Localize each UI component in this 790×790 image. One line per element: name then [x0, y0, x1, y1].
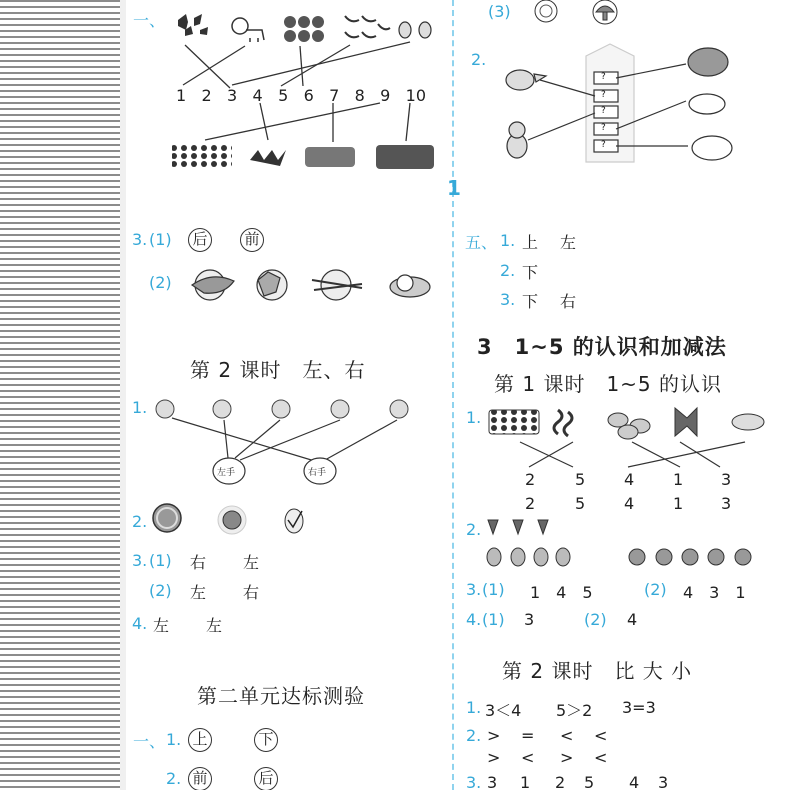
row-bottom-3: 4 [624, 494, 635, 513]
cmp-q2-r1-3: < [560, 726, 574, 745]
q5-q3-label: 3. [500, 290, 516, 309]
q5-q2-label: 2. [500, 261, 516, 280]
answer-circle-front: 前 [240, 228, 264, 252]
q5-q1-answer-2: 左 [560, 233, 577, 252]
q5-q3-answer-2: 右 [560, 292, 577, 311]
cmp-q3-5: 4 [629, 773, 640, 790]
cmp-q2-r2-2: < [521, 748, 535, 767]
l1-q3-p2-label: (2) [644, 580, 667, 599]
cmp-q2-r2-1: > [487, 748, 501, 767]
number-9: 9 [380, 86, 391, 105]
row-top-2: 5 [575, 470, 586, 489]
l2-q4-answer-2: 左 [206, 616, 223, 635]
unit-test-title: 第二单元达标测验 [197, 684, 365, 708]
l1-q2-label: 2. [466, 520, 482, 539]
cmp-q3-3: 2 [555, 773, 566, 790]
row-top-3: 4 [624, 470, 635, 489]
ut-circle-front: 前 [188, 767, 212, 790]
cmp-q2-r1-1: > [487, 726, 501, 745]
l2-q2-label: 2. [132, 512, 148, 531]
l2-q1-label: 1. [132, 398, 148, 417]
q3-p1-label: (1) [149, 230, 172, 249]
l1-q4-p1-answer: 3 [524, 610, 535, 629]
hand-right-label: 右手 [308, 468, 327, 478]
row-bottom-1: 2 [525, 494, 536, 513]
number-2: 2 [201, 86, 212, 105]
l1-q4-label: 4. [466, 610, 482, 629]
hand-left-label: 左手 [217, 468, 236, 478]
ut-circle-back: 后 [254, 767, 278, 790]
number-5: 5 [278, 86, 289, 105]
compare-lesson-title: 第 2 课时 比 大 小 [502, 659, 693, 683]
number-7: 7 [329, 86, 340, 105]
number-4: 4 [252, 86, 263, 105]
l1-q4-p1-label: (1) [482, 610, 505, 629]
lesson2-title: 第 2 课时 左、右 [190, 358, 366, 382]
cmp-q1-label: 1. [466, 698, 482, 717]
row-bottom-4: 1 [673, 494, 684, 513]
q5-q2-answer-1: 下 [522, 263, 539, 282]
number-6: 6 [303, 86, 314, 105]
number-8: 8 [354, 86, 365, 105]
l1-q1-label: 1. [466, 408, 482, 427]
house-mark-2: ? [601, 90, 606, 100]
top-p3-label: (3) [488, 2, 511, 21]
lesson1-title: 第 1 课时 1~5 的认识 [494, 372, 723, 396]
l2-q3-p2-answer-2: 右 [243, 583, 260, 602]
chapter-title: 3 1~5 的认识和加减法 [477, 335, 727, 359]
l1-q3-p1-answers: 1 4 5 [530, 583, 593, 602]
row-top-4: 1 [673, 470, 684, 489]
house-mark-5: ? [601, 140, 606, 150]
cmp-q2-r2-3: > [560, 748, 574, 767]
number-1: 1 [176, 86, 187, 105]
l2-q3-p1-answer-2: 左 [243, 553, 260, 572]
row-bottom-5: 3 [721, 494, 732, 513]
l1-q3-label: 3. [466, 580, 482, 599]
q5-label: 五、 [465, 233, 498, 252]
number-10: 10 [405, 86, 426, 105]
cmp-q1-item-1: 3＜4 [485, 701, 522, 720]
ut-circle-up: 上 [188, 728, 212, 752]
answer-circle-back: 后 [188, 228, 212, 252]
cmp-q1-item-2: 5＞2 [556, 701, 593, 720]
l2-q3-p2-label: (2) [149, 581, 172, 600]
house-mark-4: ? [601, 123, 606, 133]
l2-q3-p2-answer-1: 左 [190, 583, 207, 602]
l2-q4-answer-1: 左 [153, 616, 170, 635]
page-number: 1 [447, 176, 461, 200]
q5-q3-answer-1: 下 [522, 292, 539, 311]
q5-q1-answer-1: 上 [522, 233, 539, 252]
cmp-q2-r1-2: = [521, 726, 535, 745]
ut-circle-down: 下 [254, 728, 278, 752]
cmp-q3-4: 5 [584, 773, 595, 790]
row-top-1: 2 [525, 470, 536, 489]
q5-q1-label: 1. [500, 231, 516, 250]
l2-q3-p1-label: (1) [149, 551, 172, 570]
l1-q3-p2-answers: 4 3 1 [683, 583, 746, 602]
top-q2-label: 2. [471, 50, 487, 69]
l1-q4-p2-answer: 4 [627, 610, 638, 629]
row-top-5: 3 [721, 470, 732, 489]
l2-q3-label: 3. [132, 551, 148, 570]
l1-q3-p1-label: (1) [482, 580, 505, 599]
q3-label: 3. [132, 230, 148, 249]
section-label-one: 一、 [133, 11, 166, 30]
cmp-q2-r2-4: < [594, 748, 608, 767]
l2-q3-p1-answer-1: 右 [190, 553, 207, 572]
cmp-q3-2: 1 [520, 773, 531, 790]
l2-q4-label: 4. [132, 614, 148, 633]
house-mark-3: ? [601, 106, 606, 116]
cmp-q3-label: 3. [466, 773, 482, 790]
cmp-q2-label: 2. [466, 726, 482, 745]
l1-q4-p2-label: (2) [584, 610, 607, 629]
cmp-q2-r1-4: < [594, 726, 608, 745]
q3-p2-label: (2) [149, 273, 172, 292]
ut-q2-label: 2. [166, 769, 182, 788]
house-mark-1: ? [601, 72, 606, 82]
ut-q1-label: 1. [166, 730, 182, 749]
cmp-q1-item-3: 3=3 [622, 698, 656, 717]
ut-section-label: 一、 [133, 732, 166, 751]
cmp-q3-6: 3 [658, 773, 669, 790]
cmp-q3-1: 3 [487, 773, 498, 790]
row-bottom-2: 5 [575, 494, 586, 513]
number-3: 3 [227, 86, 238, 105]
